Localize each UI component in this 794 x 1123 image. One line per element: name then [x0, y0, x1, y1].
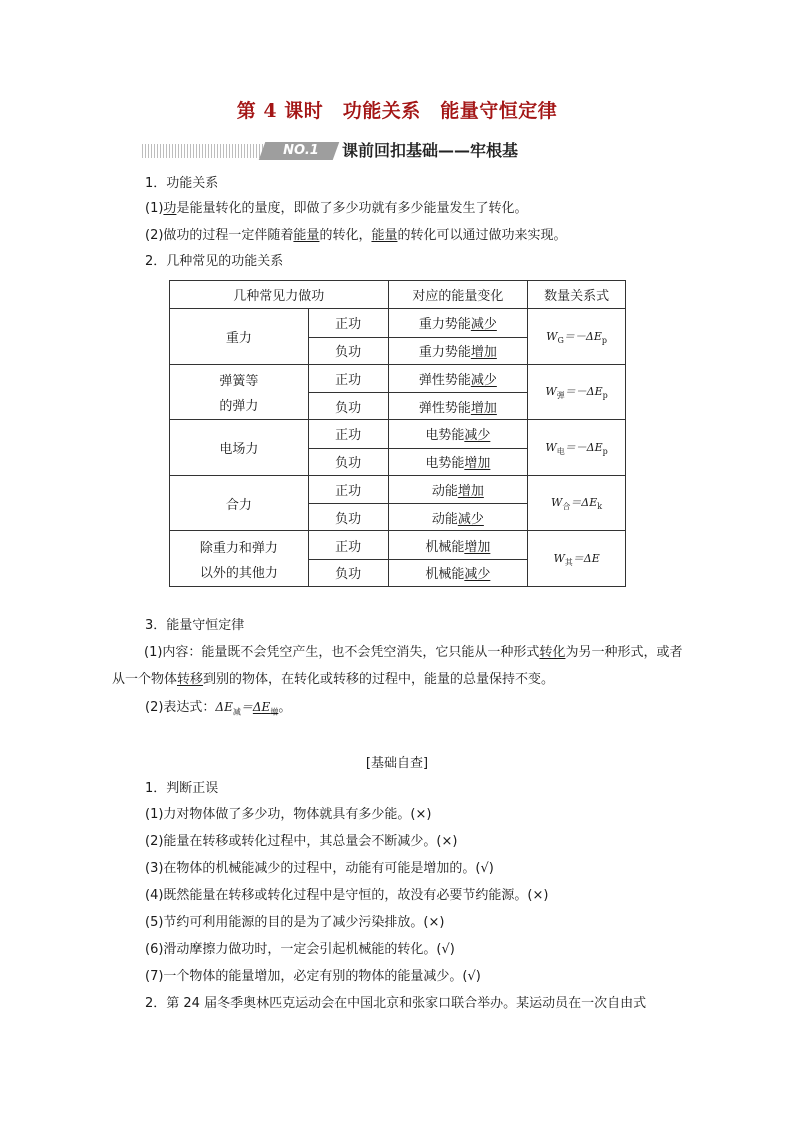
energy-change: 弹性势能增加 — [388, 393, 528, 420]
header-force-work: 几种常见力做功 — [170, 281, 389, 309]
work-sign: 正功 — [308, 364, 388, 392]
work-sign: 正功 — [308, 531, 388, 559]
table-row — [170, 364, 626, 392]
formula: $W_弹=-\Delta E_p$ — [528, 364, 626, 420]
function-energy-table — [169, 280, 626, 587]
banner-title-main: 课前回扣基础 — [342, 141, 439, 160]
section-2-heading: 2．几种常见的功能关系 — [145, 254, 284, 269]
self-check-q2: 2．第 24 届冬季奥林匹克运动会在中国北京和张家口联合举办。某运动员在一次自由式 — [145, 996, 647, 1011]
force-name — [170, 364, 309, 420]
force-name: 合力 — [170, 475, 309, 531]
work-sign: 负功 — [308, 448, 388, 475]
section-1-item-1: (1)功是能量转化的量度，即做了多少功就有多少能量发生了转化。 — [145, 201, 528, 216]
banner-badge: NO.1 — [283, 143, 319, 158]
energy-change: 电势能增加 — [388, 448, 528, 475]
energy-change: 机械能增加 — [388, 531, 528, 559]
work-sign: 负功 — [308, 337, 388, 364]
table-row — [170, 309, 626, 337]
section-1-item-2: (2)做功的过程一定伴随着能量的转化，能量的转化可以通过做功来实现。 — [145, 228, 567, 243]
self-check-heading: [基础自查] — [365, 756, 429, 771]
expression-label: (2)表达式： — [145, 700, 216, 715]
formula: $W_合=\Delta E_k$ — [528, 475, 626, 531]
judgement-item: (4)既然能量在转移或转化过程中是守恒的，故没有必要节约能源。(×) — [145, 888, 549, 903]
work-sign: 正功 — [308, 309, 388, 337]
formula: $W_其=\Delta E$ — [528, 531, 626, 587]
work-sign: 正功 — [308, 475, 388, 503]
force-name-line1: 除重力和弹力 — [199, 540, 278, 556]
table-row — [170, 531, 626, 559]
energy-change: 动能增加 — [388, 475, 528, 503]
section-3-content: (1)内容：能量既不会凭空产生，也不会凭空消失，它只能从一种形式转化为另一种形式，或者从一个物体转移到别的物体，在转化或转移的过程中，能量的总量保持不变。 — [112, 645, 683, 687]
force-name-line2: 以外的其他力 — [199, 565, 278, 581]
work-sign: 负功 — [308, 559, 388, 586]
section-banner — [142, 139, 562, 163]
judgement-item: (7)一个物体的能量增加，必定有别的物体的能量减少。(√) — [145, 969, 481, 984]
judgement-item: (1)力对物体做了多少功，物体就具有多少能。(×) — [145, 807, 432, 822]
force-name-line1: 弹簧等 — [219, 374, 259, 390]
table-row — [170, 475, 626, 503]
energy-change: 动能减少 — [388, 504, 528, 531]
section-3-expression: (2)表达式：$\Delta E_减=\Delta E_增$。 — [145, 700, 292, 717]
expression-formula: $\Delta E_减=\Delta E_增$ — [215, 700, 279, 717]
banner-title — [342, 139, 518, 163]
banner-hatch — [142, 144, 267, 158]
section-3-heading: 3．能量守恒定律 — [145, 618, 245, 633]
energy-change: 弹性势能减少 — [388, 364, 528, 392]
table-row — [170, 420, 626, 448]
formula: $W_电=-\Delta E_p$ — [528, 420, 626, 476]
formula: $W_G=-\Delta E_p$ — [528, 309, 626, 365]
self-check-q1-heading: 1．判断正误 — [145, 781, 219, 796]
judgement-item: (5)节约可利用能源的目的是为了减少污染排放。(×) — [145, 915, 445, 930]
banner-subtitle: ——牢根基 — [438, 141, 519, 160]
judgement-item: (3)在物体的机械能减少的过程中，动能有可能是增加的。(√) — [145, 861, 494, 876]
work-sign: 负功 — [308, 504, 388, 531]
energy-change: 电势能减少 — [388, 420, 528, 448]
energy-change: 重力势能减少 — [388, 309, 528, 337]
page-title: 第 4 课时 功能关系 能量守恒定律 — [236, 100, 558, 122]
force-name-line2: 的弹力 — [219, 399, 259, 415]
judgement-item: (6)滑动摩擦力做功时，一定会引起机械能的转化。(√) — [145, 942, 455, 957]
energy-change: 机械能减少 — [388, 559, 528, 586]
force-name: 重力 — [170, 309, 309, 365]
force-name — [170, 531, 309, 587]
force-name: 电场力 — [170, 420, 309, 476]
work-sign: 负功 — [308, 393, 388, 420]
energy-change: 重力势能增加 — [388, 337, 528, 364]
header-energy-change: 对应的能量变化 — [388, 281, 528, 309]
work-sign: 正功 — [308, 420, 388, 448]
header-formula: 数量关系式 — [528, 281, 626, 309]
judgement-item: (2)能量在转移或转化过程中，其总量会不断减少。(×) — [145, 834, 458, 849]
section-1-heading: 1．功能关系 — [145, 176, 219, 191]
table-header-row — [170, 281, 626, 309]
